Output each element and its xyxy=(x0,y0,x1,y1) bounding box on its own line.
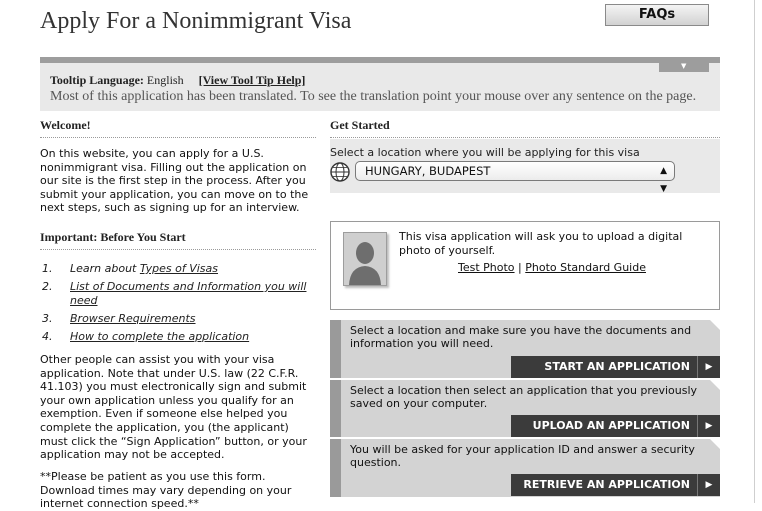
photo-standard-guide-link[interactable]: Photo Standard Guide xyxy=(525,261,646,274)
assistance-text: Other people can assist you with your visa application. Note that under U.S. law (22 C.F.R. 41.103) you must electronically sign and submit your own application unless you qualify for an exemption. Even if someone else helped you complete the application, you (the applicant) must click the “Sign Application” button, or your application may not be accepted. xyxy=(40,353,307,462)
list-prefix: Learn about xyxy=(70,262,140,275)
photo-links xyxy=(458,261,646,274)
tooltip-language-bar xyxy=(40,57,720,111)
panel-corner xyxy=(710,320,720,330)
panel-corner xyxy=(710,380,720,390)
how-to-complete-link[interactable]: How to complete the application xyxy=(70,329,250,343)
tooltip-language xyxy=(50,73,305,88)
start-application-button[interactable] xyxy=(511,356,720,378)
panel-corner xyxy=(710,439,720,449)
documents-list-link[interactable]: List of Documents and Information you will need xyxy=(70,280,307,307)
select-arrows-icon: ▲ ▼ xyxy=(660,166,667,194)
panel-accent-bar xyxy=(330,380,341,437)
translation-note: Most of this application has been translated. To see the translation point your mouse over any sentence on the page. xyxy=(50,89,697,104)
panel-accent-bar xyxy=(330,320,341,378)
location-select[interactable] xyxy=(355,161,675,194)
list-number: 4. xyxy=(42,329,53,343)
start-application-description: Select a location and make sure you have the documents and information you will need. xyxy=(350,324,692,351)
upload-application-label: UPLOAD AN APPLICATION xyxy=(532,419,690,432)
retrieve-application-button[interactable] xyxy=(511,474,720,496)
view-tooltip-help-link[interactable]: [View Tool Tip Help] xyxy=(198,73,306,87)
divider xyxy=(330,137,720,138)
tooltip-language-label: Tooltip Language: xyxy=(50,73,144,87)
photo-info-box xyxy=(330,221,720,310)
upload-application-description: Select a location then select an application that you previously saved on your computer. xyxy=(350,384,698,411)
list-item xyxy=(40,330,320,344)
divider xyxy=(40,249,316,250)
faqs-button[interactable]: FAQs xyxy=(605,4,709,26)
list-number: 2. xyxy=(42,280,53,293)
location-label: Select a location where you will be applying for this visa xyxy=(330,146,640,159)
upload-application-panel xyxy=(330,380,720,437)
chevron-right-icon: ▶ xyxy=(697,474,720,496)
avatar-silhouette-icon xyxy=(343,232,387,286)
chevron-right-icon: ▶ xyxy=(697,415,720,437)
list-number: 3. xyxy=(42,311,53,325)
chevron-right-icon: ▶ xyxy=(697,356,720,378)
before-you-start-list xyxy=(40,262,320,348)
types-of-visas-link[interactable]: Types of Visas xyxy=(139,262,219,275)
list-item xyxy=(40,262,320,276)
upload-application-button[interactable] xyxy=(511,415,720,437)
list-item xyxy=(40,280,320,307)
start-application-panel xyxy=(330,320,720,378)
list-number: 1. xyxy=(42,262,53,275)
location-select-value: HUNGARY, BUDAPEST xyxy=(365,164,491,178)
link-separator: | xyxy=(518,261,522,274)
page-title: Apply For a Nonimmigrant Visa xyxy=(40,8,352,34)
test-photo-link[interactable]: Test Photo xyxy=(458,261,515,274)
right-border xyxy=(754,0,755,503)
retrieve-application-description: You will be asked for your application ID and answer a security question. xyxy=(350,443,695,470)
collapse-tab[interactable] xyxy=(659,63,709,72)
patience-note: **Please be patient as you use this form. Download times may vary depending on your internet connection speed.** xyxy=(40,470,292,511)
globe-icon xyxy=(330,162,350,182)
welcome-heading: Welcome! xyxy=(40,118,91,132)
tooltip-language-value: English xyxy=(146,73,184,87)
divider xyxy=(40,137,316,138)
retrieve-application-label: RETRIEVE AN APPLICATION xyxy=(523,478,690,491)
panel-accent-bar xyxy=(330,439,341,497)
retrieve-application-panel xyxy=(330,439,720,497)
location-selector-area xyxy=(330,139,720,193)
browser-requirements-link[interactable]: Browser Requirements xyxy=(70,311,196,325)
start-application-label: START AN APPLICATION xyxy=(544,360,690,373)
get-started-heading: Get Started xyxy=(330,118,390,132)
important-heading: Important: Before You Start xyxy=(40,230,186,244)
list-item xyxy=(40,312,320,326)
photo-info-text: This visa application will ask you to upload a digital photo of yourself. xyxy=(399,230,683,257)
collapse-arrow-icon: ▼ xyxy=(681,62,687,70)
welcome-text: On this website, you can apply for a U.S. nonimmigrant visa. Filling out the application on our site is the first step in the process. After you submit your application, you can move on to the next steps, such as signing up for an interview. xyxy=(40,147,309,215)
